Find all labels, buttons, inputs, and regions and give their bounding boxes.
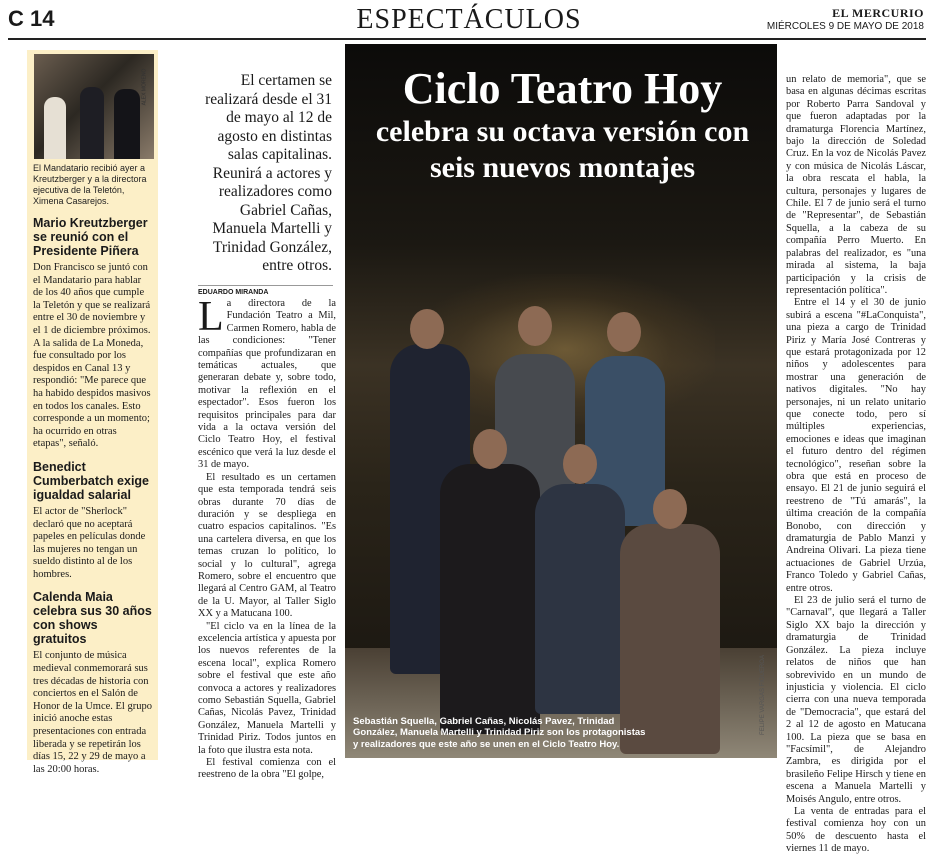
person-head (607, 312, 641, 352)
person-head (518, 306, 552, 346)
drop-cap: L (198, 294, 224, 340)
headline-line-2: celebra su octava versión con seis nuevos montajes (375, 115, 750, 184)
article-paragraph (198, 294, 336, 472)
brief-body: El conjunto de música medieval conmemorará sus tres décadas de historia con conciertos en el Salón de Honor de la Umce. El grupo inició anoche estas presentaciones con entrada liberada y se repetirán los días 15, 22 y 29 de mayo a las 20:00 horas. (33, 650, 152, 775)
masthead (767, 6, 924, 32)
person-figure (440, 464, 540, 734)
brief-title: Mario Kreutzberger se reunió con el Presidente Piñera (33, 216, 148, 258)
sidebar-photo-caption: El Mandatario recibió ayer a Kreutzberger y a la directora ejecutiva de la Teletón, Ximena Casarejos. (33, 163, 147, 206)
brief-body: Don Francisco se juntó con el Mandatario para hablar de los 40 años que cumple la Teletón y que se realizará entre el 30 de noviembre y el 1 de diciembre próximos. A la salida de La Moneda, fue consultado por los despidos en Canal 13 y respondió: "Me parece que ha habido despidos masivos en todos los canales. Esto corresponde a un momento; ha ocurrido en otras etapas", señaló. (33, 262, 151, 450)
hero-photo-caption: Sebastián Squella, Gabriel Cañas, Nicolás Pavez, Trinidad González, Manuela Martelli y Trinidad Piriz son los protagonistas y realizadores que este año se unen en el Ciclo Teatro Hoy. (353, 715, 646, 750)
issue-date: MIÉRCOLES 9 DE MAYO DE 2018 (766, 21, 924, 32)
article-headline (355, 64, 770, 186)
person-head (563, 444, 597, 484)
article-paragraph: un relato de memoria", que se basa en algunas décimas escritas por Roberto Parra Sandoval y que fueron adaptadas por la dramaturga Florencia Martínez, bajo la dirección de Soledad Cruz. En la voz de Nicolás Pavez y con música de Nicolás Láscar, la obra rescata el habla, la cultura, personajes y lugares de Chile. El 7 de junio será el turno de "Representar", de Sebastián Squella, a la cabeza de su compañía Perro Muerto. En palabras del realizador, es "una mirada al sistema, la baja participación y la crisis de representación política". (786, 74, 926, 296)
article-paragraph: El resultado es un certamen que esta temporada tendrá seis obras durante 70 días de duración y se despliega en cuatro espacios capitalinos. "Es una cartelera diversa, en que los temas cruzan lo político, lo social y lo cultural", agrega Romero, sobre el encuentro que llegará al Centro GAM, al Teatro de la U. Mayor, al Taller Siglo XX y a Matucana 100. (198, 471, 336, 620)
photo-person (44, 97, 66, 159)
article-deck: El certamen se realizará desde el 31 de mayo al 12 de agosto en distintas salas capitalinas. Reunirá a actores y realizadores como Gabriel Cañas, Manuela Martelli y Trinidad González, entre otros. (205, 72, 332, 274)
hero-photo-credit: FELIPE VARGAS FIGUEROA (760, 655, 767, 735)
header-divider (8, 38, 926, 40)
paragraph-text: a directora de la Fundación Teatro a Mil, Carmen Romero, habla de las condiciones: "Tener compañías que profundizaran en temáticas actuales, que generaran debate y, sobre todo, motivar la reflexión en el espectador". Esos fueron los requisitos principales para dar vida a la octava versión del Ciclo Teatro Hoy, el festival escénico que verá la luz desde el 31 de mayo. (198, 298, 336, 471)
person-head (653, 489, 687, 529)
article-paragraph: "El ciclo va en la línea de la excelencia artística y apuesta por los nuevos referentes de la escena local", explica Romero sobre el festival que este año convoca a actores y realizadores como Sebastián Squella, Gabriel Cañas, Nicolás Pavez, Trinidad González, Manuela Martelli y Trinidad Piriz. Todos juntos en la foto que ilustra esta nota. (198, 620, 336, 756)
hero-photo (345, 44, 777, 758)
article-paragraph: Entre el 14 y el 30 de junio subirá a escena "#LaConquista", una pieza a cargo de Trinidad Piriz y María José Contreras y que estará protagonizada por 12 niños y adolescentes para mostrar una generación de nativos digitales. "No hay personajes, ni un relato unitario que conecte todo, pero sí múltiples experiencias, emociones e ideas que imaginan el futuro dentro del régimen tecnológico", reseñan sobre la obra que está en proceso de ensayo. El 21 de junio seguirá el reestreno de "Tú amarás", la última creación de la compañía Bonobo, con dirección y dramaturgia de Pablo Manzi y Andreina Olivari. La pieza tiene actuaciones de Gabriel Urzúa, Franco Toledo y Gabriel Cañas, entre otros. (786, 297, 926, 594)
article-column-3 (786, 74, 926, 855)
person-head (473, 429, 507, 469)
sidebar-photo (34, 54, 154, 159)
sidebar-photo-credit: ALEX MORENO (141, 68, 148, 106)
article-paragraph: El festival comienza con el reestreno de la obra "El golpe, (198, 757, 336, 781)
page-number: C 14 (8, 6, 55, 31)
section-title: ESPECTÁCULOS (356, 4, 582, 35)
article-paragraph: La venta de entradas para el festival comienza hoy con un 50% de descuento hasta el viernes 11 de mayo. (786, 805, 926, 855)
brief-body: El actor de "Sherlock" declaró que no aceptará papeles en películas donde las mujeres no tengan un sueldo distinto al de los hombres. (33, 505, 146, 580)
brief-title: Calenda Maia celebra sus 30 años con shows gratuitos (33, 590, 152, 647)
photo-person (114, 89, 140, 159)
brief-title: Benedict Cumberbatch exige igualdad salarial (33, 459, 150, 502)
article-column-1 (198, 294, 336, 781)
article-paragraph: El 23 de julio será el turno de "Carnaval", que llegará a Taller Siglo XX bajo la dirección y dramaturgia de Trinidad González. La pieza incluye relatos de niños que han sobrevivido en un mundo de injusticia y violencia. El ciclo cierra con una nueva temporada de "Democracia", que estará del 2 al 12 de agosto en Matucana 100. La pieza que se basa en "Facsímil", de Alejandro Zambra, es dirigida por el brasileño Felipe Hirsch y tiene en escena a Manuela Martelli y Moisés Angulo, entre otros. (786, 595, 926, 805)
person-figure (535, 484, 625, 714)
article-byline: EDUARDO MIRANDA (198, 285, 333, 296)
headline-line-1: Ciclo Teatro Hoy (402, 64, 723, 113)
news-briefs-sidebar (27, 50, 158, 775)
newspaper-brand: EL MERCURIO (832, 6, 924, 20)
person-head (410, 309, 444, 349)
photo-person (80, 87, 104, 159)
